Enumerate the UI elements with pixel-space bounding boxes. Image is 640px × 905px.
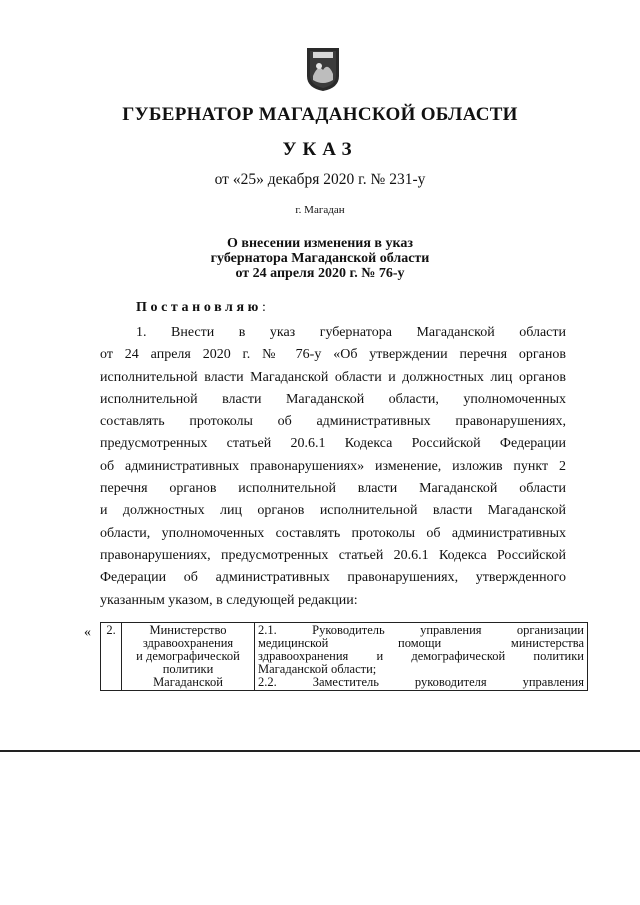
document-number-date: от «25» декабря 2020 г. № 231-у: [214, 171, 426, 188]
body-line: указанным указом, в следующей редакции:: [100, 592, 358, 608]
table-row: [101, 623, 588, 691]
position-line: медицинской помощи министерства: [258, 636, 584, 650]
subject-line: губернатора Магаданской области: [210, 251, 430, 266]
authority-title: ГУБЕРНАТОР МАГАДАНСКОЙ ОБЛАСТИ: [122, 104, 518, 125]
positions-cell: [255, 623, 588, 691]
opening-quote: «: [84, 625, 91, 640]
body-line: Федерации об административных правонарушениях, утвержденного: [100, 570, 566, 586]
org-line: и демографической: [136, 649, 240, 663]
body-line: от 24 апреля 2020 г. № 76-у «Об утверждении перечня органов: [100, 347, 566, 363]
coat-of-arms-icon: [305, 46, 341, 92]
page-break-rule: [0, 750, 640, 752]
document-city: г. Магадан: [295, 204, 345, 216]
row-number: 2.: [101, 623, 122, 691]
resolve-colon: :: [261, 300, 266, 315]
body-line: области, уполномоченных составлять протоколы об административных: [100, 525, 566, 541]
body-line: составлять протоколы об административных правонарушениях,: [100, 414, 566, 430]
document-subject: [0, 236, 640, 281]
position-line: здравоохранения и демографической политики: [258, 649, 584, 663]
body-line: правонарушениях, предусмотренных статьей 20.6.1 Кодекса Российской: [100, 547, 566, 563]
subject-line: О внесении изменения в указ: [227, 236, 413, 251]
resolve-word: Постановляю: [136, 300, 262, 315]
position-line: 2.1. Руководитель управления организации: [258, 623, 584, 637]
resolve-heading: [136, 300, 266, 316]
position-line: 2.2. Заместитель руководителя управления: [258, 675, 584, 689]
body-line: 1. Внести в указ губернатора Магаданской области: [136, 325, 566, 340]
excerpt-table: [100, 622, 588, 691]
org-line: здравоохранения: [142, 636, 234, 650]
document-type: УКАЗ: [282, 139, 358, 160]
body-line: об административных правонарушениях» изменение, изложив пункт 2: [100, 458, 566, 474]
body-line: исполнительной власти Магаданской области, уполномоченных: [100, 391, 566, 407]
organization-cell: [122, 623, 255, 691]
position-line: Магаданской области;: [258, 662, 377, 676]
subject-line: от 24 апреля 2020 г. № 76-у: [235, 266, 405, 281]
body-line: исполнительной власти Магаданской области и должностных лиц органов: [100, 369, 566, 385]
body-line: перечня органов исполнительной власти Магаданской области: [100, 481, 566, 497]
body-line: предусмотренных статьей 20.6.1 Кодекса Российской Федерации: [100, 436, 566, 452]
org-line: политики: [162, 662, 214, 676]
body-line: и должностных лиц органов исполнительной власти Магаданской: [100, 503, 566, 519]
org-line: Министерство: [149, 623, 227, 637]
org-line: Магаданской: [153, 675, 223, 689]
decree-body: [100, 322, 566, 612]
